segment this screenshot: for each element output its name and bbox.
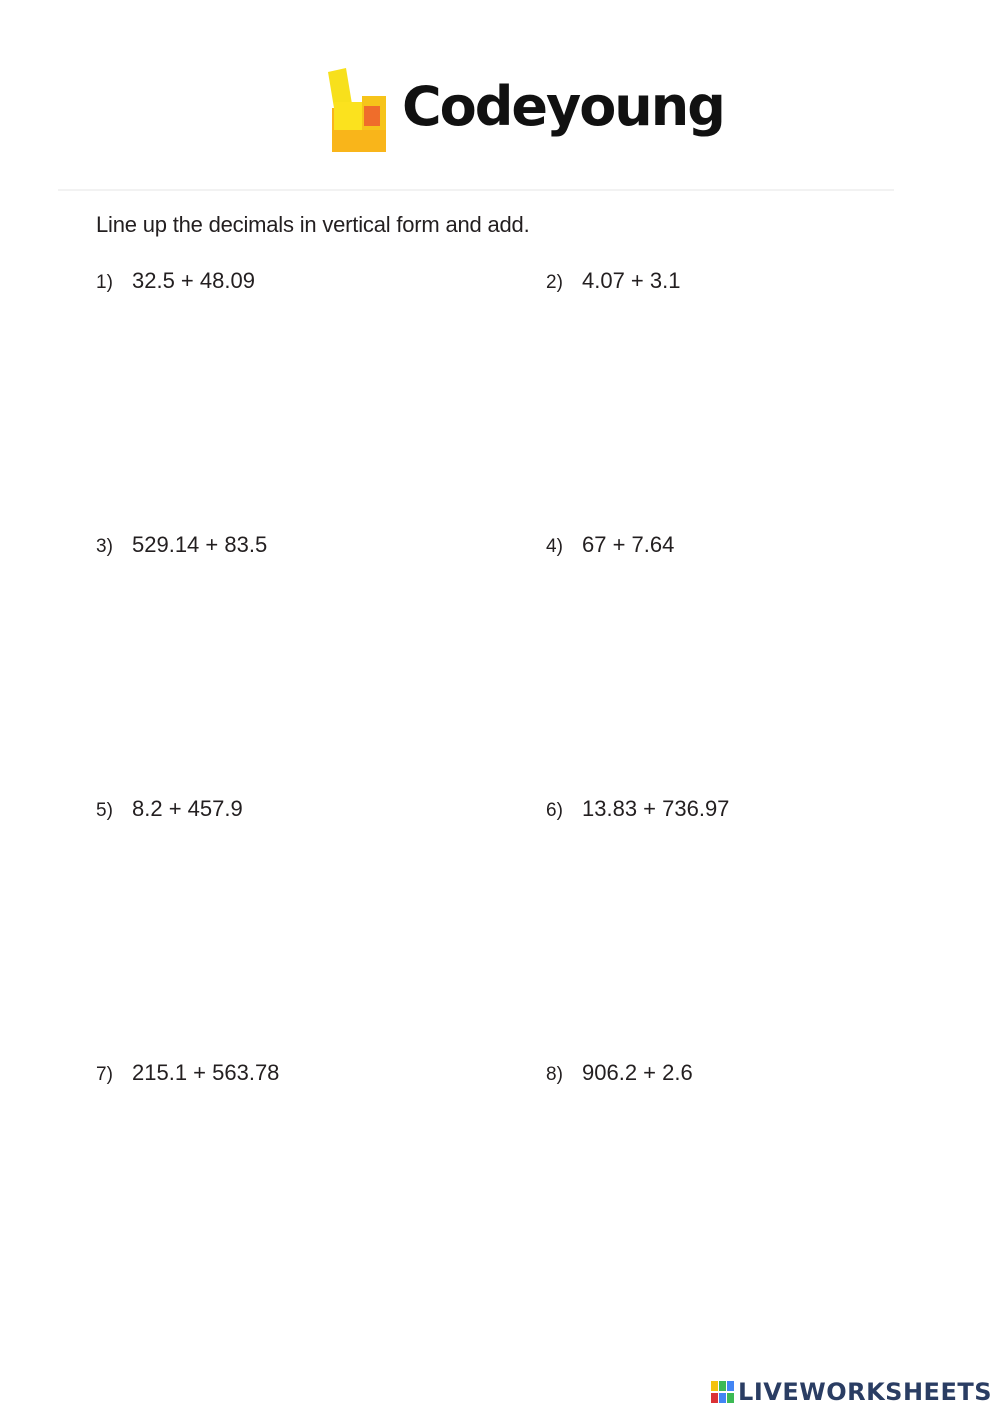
liveworksheets-icon <box>710 1380 736 1404</box>
footer-brand-name: LIVEWORKSHEETS <box>738 1378 992 1406</box>
header-divider <box>58 189 894 191</box>
problem-item <box>96 532 267 558</box>
problem-expression: 906.2 + 2.6 <box>582 1060 693 1085</box>
brand-name: Codeyoung <box>402 75 724 138</box>
codeyoung-logo <box>326 66 726 162</box>
problem-number: 4) <box>546 536 563 557</box>
liveworksheets-logo <box>710 1377 992 1407</box>
problem-expression: 32.5 + 48.09 <box>132 268 255 293</box>
problem-number: 7) <box>96 1064 113 1085</box>
problem-item <box>96 268 255 294</box>
problem-item <box>96 1060 279 1086</box>
problem-item <box>96 796 243 822</box>
codeyoung-logo-icon <box>326 66 390 154</box>
problem-expression: 4.07 + 3.1 <box>582 268 681 293</box>
problem-expression: 8.2 + 457.9 <box>132 796 243 821</box>
problem-number: 6) <box>546 800 563 821</box>
problem-number: 2) <box>546 272 563 293</box>
problem-number: 8) <box>546 1064 563 1085</box>
problem-number: 3) <box>96 536 113 557</box>
problem-expression: 67 + 7.64 <box>582 532 675 557</box>
instructions-text: Line up the decimals in vertical form and add. <box>96 212 530 237</box>
problem-item <box>546 796 729 822</box>
problem-expression: 529.14 + 83.5 <box>132 532 268 557</box>
problem-expression: 215.1 + 563.78 <box>132 1060 280 1085</box>
problem-number: 5) <box>96 800 113 821</box>
problem-item <box>546 1060 693 1086</box>
problem-item <box>546 532 674 558</box>
problem-expression: 13.83 + 736.97 <box>582 796 730 821</box>
problem-item <box>546 268 680 294</box>
problem-number: 1) <box>96 272 113 293</box>
